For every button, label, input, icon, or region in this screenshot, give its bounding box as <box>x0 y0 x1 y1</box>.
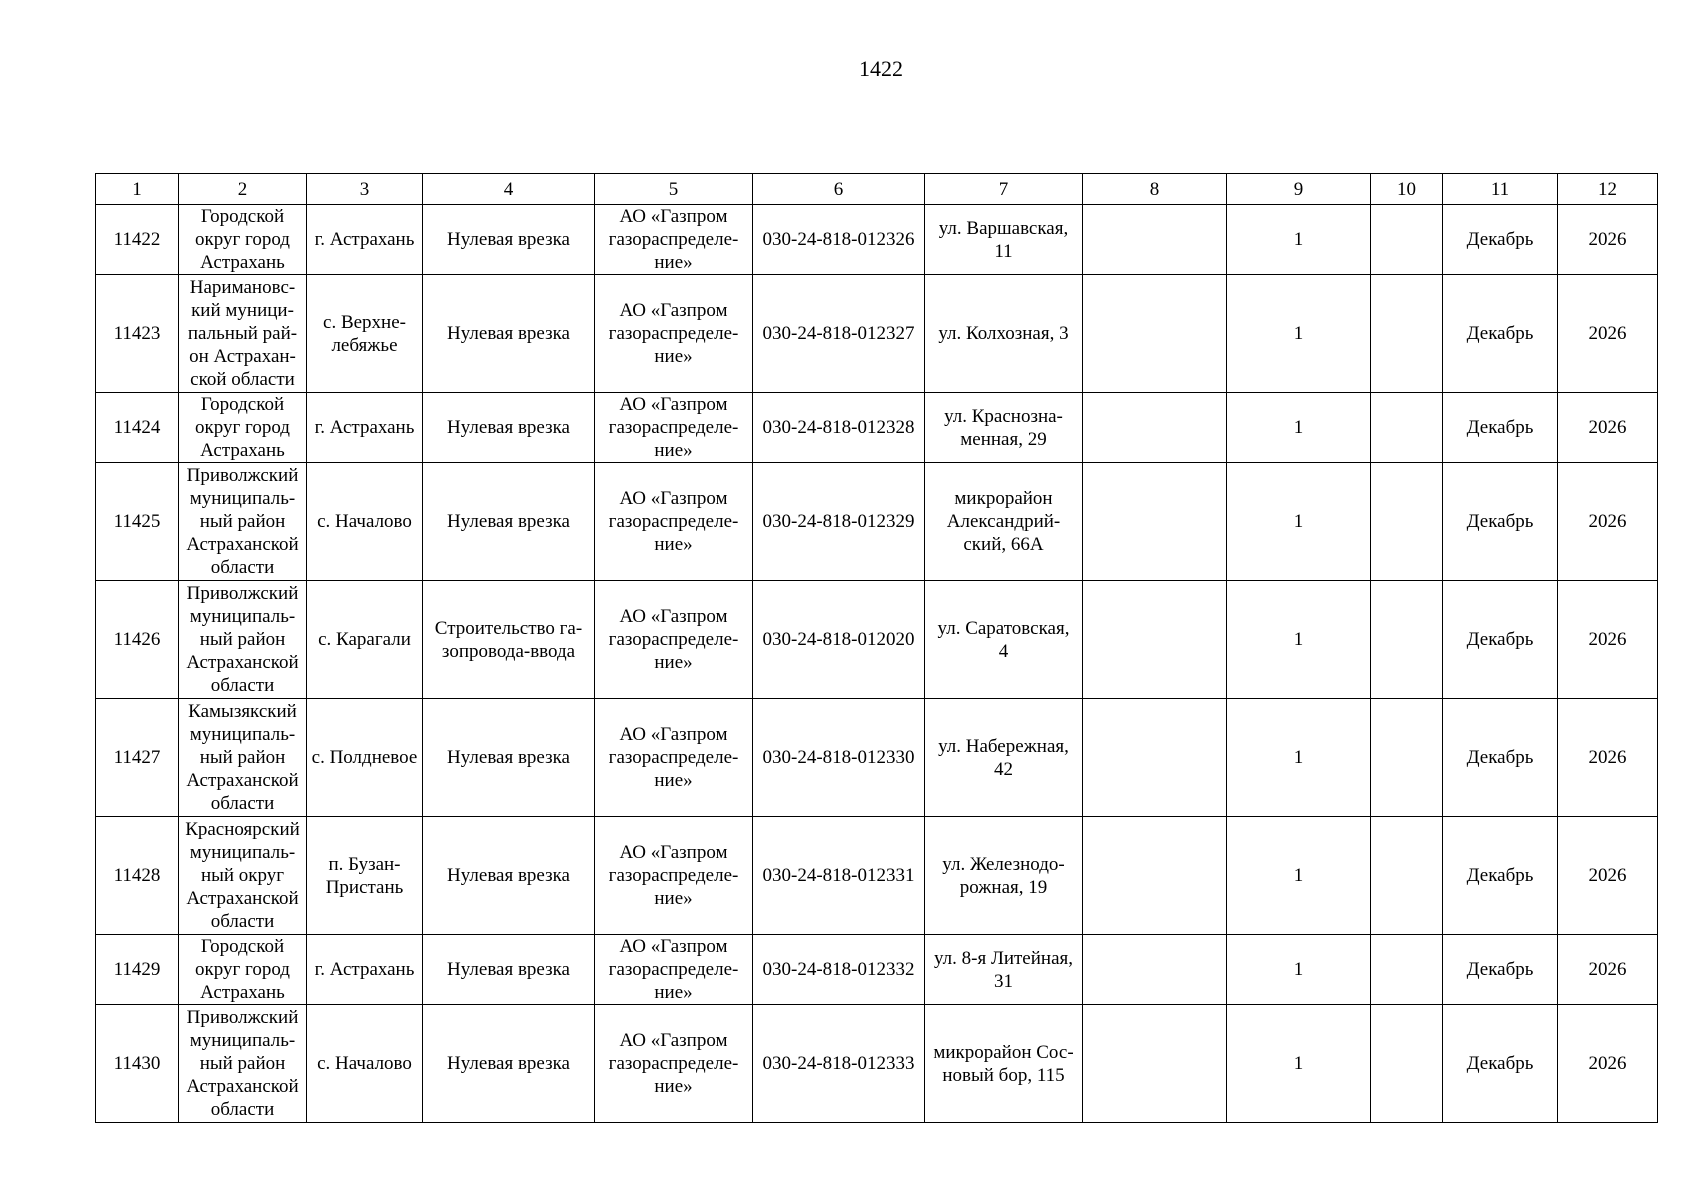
cell-district-line: округ город <box>195 229 290 250</box>
cell-organization-line: АО «Газпром <box>619 724 728 745</box>
column-header-2: 2 <box>179 174 307 205</box>
cell-work-type-line: Нулевая врезка <box>447 323 570 344</box>
column-header-6: 6 <box>753 174 925 205</box>
cell-work-type <box>423 1005 595 1123</box>
cell-locality-line: г. Астрахань <box>314 229 415 250</box>
cell-col8 <box>1083 1005 1227 1123</box>
cell-address-line: ул. Саратовская, <box>937 617 1070 639</box>
cell-work-type-line: Строительство га- <box>434 617 583 639</box>
cell-organization-line: АО «Газпром <box>619 1030 728 1051</box>
table-row <box>96 393 1658 463</box>
cell-district-line: округ город <box>195 959 290 980</box>
cell-col10 <box>1371 817 1443 935</box>
cell-object-code: 030-24-818-012329 <box>753 463 925 581</box>
cell-quantity: 1 <box>1227 581 1371 699</box>
cell-organization-line: АО «Газпром <box>619 300 728 321</box>
cell-work-type <box>423 463 595 581</box>
cell-locality <box>307 699 423 817</box>
cell-locality-line: с. Верхне- <box>323 311 406 333</box>
cell-organization-line: газораспределе- <box>608 747 739 768</box>
cell-col8 <box>1083 935 1227 1005</box>
cell-district-line: ный округ <box>200 865 285 886</box>
cell-address-line: Александрий- <box>946 511 1061 532</box>
cell-district <box>179 275 307 393</box>
cell-district <box>179 1005 307 1123</box>
cell-year: 2026 <box>1558 463 1658 581</box>
cell-col8 <box>1083 275 1227 393</box>
table-row <box>96 205 1658 275</box>
cell-organization <box>595 581 753 699</box>
cell-address-line: ул. Колхозная, 3 <box>938 323 1069 344</box>
cell-district-line: муниципаль- <box>189 488 296 509</box>
cell-number: 11422 <box>96 205 179 275</box>
cell-organization-line: АО «Газпром <box>619 842 728 863</box>
cell-district-line: Астраханской <box>186 1076 299 1097</box>
cell-organization-line: газораспределе- <box>608 323 739 344</box>
cell-district-line: области <box>210 1099 275 1120</box>
cell-district-line: пальный рай- <box>187 323 298 344</box>
cell-organization-line: газораспределе- <box>608 629 739 650</box>
column-header-10: 10 <box>1371 174 1443 205</box>
cell-quantity: 1 <box>1227 463 1371 581</box>
cell-month: Декабрь <box>1443 393 1558 463</box>
cell-district-line: округ город <box>195 417 290 438</box>
cell-work-type <box>423 205 595 275</box>
cell-organization-line: АО «Газпром <box>619 488 728 509</box>
cell-object-code: 030-24-818-012330 <box>753 699 925 817</box>
cell-locality-line: с. Началово <box>317 511 412 532</box>
cell-district <box>179 205 307 275</box>
cell-locality <box>307 393 423 463</box>
cell-year: 2026 <box>1558 817 1658 935</box>
cell-locality-line: Пристань <box>325 876 404 898</box>
header-row <box>96 174 1658 205</box>
cell-organization-line: АО «Газпром <box>619 936 728 957</box>
cell-locality-line: г. Астрахань <box>314 417 415 438</box>
cell-organization-line: газораспределе- <box>608 959 739 980</box>
cell-address-line: ский, 66А <box>963 534 1044 555</box>
table-row <box>96 463 1658 581</box>
cell-work-type <box>423 275 595 393</box>
cell-address <box>925 699 1083 817</box>
column-header-12: 12 <box>1558 174 1658 205</box>
cell-address-line: менная, 29 <box>960 428 1047 450</box>
cell-col8 <box>1083 205 1227 275</box>
cell-work-type <box>423 699 595 817</box>
column-header-5: 5 <box>595 174 753 205</box>
cell-locality <box>307 935 423 1005</box>
cell-organization-line: газораспределе- <box>608 229 739 250</box>
cell-district-line: Камызякский <box>188 701 297 722</box>
cell-locality-line: с. Началово <box>317 1053 412 1074</box>
cell-address-line: ул. Набережная, <box>938 735 1069 757</box>
cell-locality <box>307 581 423 699</box>
cell-address-line: 42 <box>994 758 1013 780</box>
cell-year: 2026 <box>1558 1005 1658 1123</box>
cell-col8 <box>1083 581 1227 699</box>
cell-locality <box>307 205 423 275</box>
table-row <box>96 699 1658 817</box>
cell-month: Декабрь <box>1443 463 1558 581</box>
cell-district-line: Красноярский <box>185 819 300 840</box>
cell-work-type <box>423 817 595 935</box>
cell-district-line: ный район <box>199 511 286 532</box>
column-header-9: 9 <box>1227 174 1371 205</box>
cell-district-line: Приволжский <box>186 583 299 604</box>
cell-organization-line: АО «Газпром <box>619 394 728 415</box>
cell-address-line: микрорайон <box>954 488 1053 509</box>
cell-district-line: Городской <box>200 936 285 957</box>
cell-district-line: муниципаль- <box>189 1030 296 1051</box>
cell-district <box>179 817 307 935</box>
cell-organization <box>595 817 753 935</box>
cell-address-line: рожная, 19 <box>959 876 1048 898</box>
cell-month: Декабрь <box>1443 275 1558 393</box>
cell-organization <box>595 699 753 817</box>
cell-district-line: ный район <box>199 747 286 768</box>
cell-address-line: 11 <box>994 240 1013 262</box>
cell-number: 11427 <box>96 699 179 817</box>
cell-organization-line: ние» <box>654 982 693 1003</box>
cell-address <box>925 463 1083 581</box>
table-row <box>96 935 1658 1005</box>
cell-locality <box>307 1005 423 1123</box>
cell-locality-line: п. Бузан- <box>328 853 401 875</box>
registry-table <box>95 173 1658 1123</box>
cell-year: 2026 <box>1558 699 1658 817</box>
column-header-11: 11 <box>1443 174 1558 205</box>
cell-work-type-line: Нулевая врезка <box>447 1053 570 1074</box>
cell-district-line: Астраханской <box>186 534 299 555</box>
table-row <box>96 817 1658 935</box>
cell-quantity: 1 <box>1227 699 1371 817</box>
cell-locality <box>307 275 423 393</box>
cell-col8 <box>1083 699 1227 817</box>
cell-district <box>179 393 307 463</box>
table-row <box>96 581 1658 699</box>
cell-work-type <box>423 581 595 699</box>
cell-month: Декабрь <box>1443 935 1558 1005</box>
cell-address-line: ул. Краснозна- <box>944 405 1063 427</box>
cell-district-line: муниципаль- <box>189 842 296 863</box>
cell-work-type-line: Нулевая врезка <box>447 959 570 980</box>
cell-address-line: микрорайон Сос- <box>933 1041 1074 1063</box>
cell-address-line: ул. 8-я Литейная, <box>933 947 1073 969</box>
cell-col10 <box>1371 275 1443 393</box>
cell-organization-line: ние» <box>654 652 693 673</box>
cell-month: Декабрь <box>1443 581 1558 699</box>
cell-organization <box>595 1005 753 1123</box>
cell-organization-line: ние» <box>654 888 693 909</box>
cell-district-line: кий муници- <box>191 300 294 321</box>
cell-address <box>925 393 1083 463</box>
cell-year: 2026 <box>1558 581 1658 699</box>
cell-district-line: области <box>210 793 275 814</box>
column-header-7: 7 <box>925 174 1083 205</box>
cell-locality <box>307 817 423 935</box>
cell-month: Декабрь <box>1443 699 1558 817</box>
cell-organization <box>595 275 753 393</box>
cell-work-type-line: зопровода-ввода <box>441 640 576 662</box>
cell-district-line: Наримановс- <box>189 277 296 298</box>
cell-col8 <box>1083 817 1227 935</box>
cell-district-line: Городской <box>200 394 285 415</box>
cell-organization-line: АО «Газпром <box>619 606 728 627</box>
cell-object-code: 030-24-818-012332 <box>753 935 925 1005</box>
cell-work-type-line: Нулевая врезка <box>447 747 570 768</box>
cell-district-line: Астраханской <box>186 888 299 909</box>
cell-address <box>925 1005 1083 1123</box>
cell-organization-line: ние» <box>654 440 693 461</box>
cell-col8 <box>1083 393 1227 463</box>
cell-organization-line: газораспределе- <box>608 511 739 532</box>
cell-col10 <box>1371 205 1443 275</box>
column-header-4: 4 <box>423 174 595 205</box>
cell-district-line: Астрахань <box>200 982 285 1003</box>
cell-district-line: Астраханской <box>186 770 299 791</box>
column-header-1: 1 <box>96 174 179 205</box>
cell-district-line: ный район <box>199 629 286 650</box>
cell-year: 2026 <box>1558 935 1658 1005</box>
cell-year: 2026 <box>1558 393 1658 463</box>
table-row <box>96 275 1658 393</box>
cell-month: Декабрь <box>1443 205 1558 275</box>
column-header-8: 8 <box>1083 174 1227 205</box>
cell-organization-line: ние» <box>654 346 693 367</box>
cell-address <box>925 205 1083 275</box>
cell-organization <box>595 463 753 581</box>
cell-locality-line: с. Карагали <box>318 629 411 650</box>
cell-district <box>179 463 307 581</box>
cell-object-code: 030-24-818-012333 <box>753 1005 925 1123</box>
cell-organization-line: ние» <box>654 252 693 273</box>
cell-col10 <box>1371 581 1443 699</box>
cell-col10 <box>1371 699 1443 817</box>
cell-col10 <box>1371 935 1443 1005</box>
table-header <box>96 174 1658 205</box>
cell-district-line: Городской <box>200 206 285 227</box>
cell-address <box>925 817 1083 935</box>
table-body <box>96 205 1658 1123</box>
cell-address-line: 31 <box>994 970 1013 992</box>
cell-district <box>179 581 307 699</box>
cell-col8 <box>1083 463 1227 581</box>
cell-number: 11425 <box>96 463 179 581</box>
cell-organization <box>595 393 753 463</box>
cell-address <box>925 275 1083 393</box>
cell-district-line: области <box>210 911 275 932</box>
cell-organization-line: газораспределе- <box>608 1053 739 1074</box>
cell-address-line: ул. Железнодо- <box>942 853 1065 875</box>
cell-district-line: ской области <box>190 369 295 390</box>
cell-quantity: 1 <box>1227 935 1371 1005</box>
cell-quantity: 1 <box>1227 393 1371 463</box>
cell-district-line: муниципаль- <box>189 724 296 745</box>
cell-object-code: 030-24-818-012331 <box>753 817 925 935</box>
cell-number: 11426 <box>96 581 179 699</box>
cell-organization-line: ние» <box>654 770 693 791</box>
cell-organization-line: ние» <box>654 1076 693 1097</box>
cell-district-line: области <box>210 675 275 696</box>
column-header-3: 3 <box>307 174 423 205</box>
cell-address <box>925 935 1083 1005</box>
cell-district <box>179 699 307 817</box>
cell-col10 <box>1371 1005 1443 1123</box>
cell-locality-line: с. Полдневое <box>311 747 418 768</box>
cell-district-line: Приволжский <box>186 1007 299 1028</box>
cell-district <box>179 935 307 1005</box>
cell-locality-line: г. Астрахань <box>314 959 415 980</box>
cell-quantity: 1 <box>1227 205 1371 275</box>
cell-district-line: Астрахань <box>200 252 285 273</box>
cell-district-line: Приволжский <box>186 465 299 486</box>
cell-district-line: он Астрахан- <box>189 346 296 367</box>
cell-year: 2026 <box>1558 275 1658 393</box>
cell-organization-line: ние» <box>654 534 693 555</box>
cell-address-line: ул. Варшавская, <box>938 217 1069 239</box>
cell-organization-line: АО «Газпром <box>619 206 728 227</box>
cell-district-line: Астраханской <box>186 652 299 673</box>
cell-address-line: 4 <box>998 640 1009 662</box>
cell-locality-line: лебяжье <box>331 334 398 356</box>
cell-work-type <box>423 393 595 463</box>
cell-district-line: муниципаль- <box>189 606 296 627</box>
cell-work-type-line: Нулевая врезка <box>447 511 570 532</box>
cell-work-type-line: Нулевая врезка <box>447 229 570 250</box>
cell-object-code: 030-24-818-012328 <box>753 393 925 463</box>
cell-district-line: Астрахань <box>200 440 285 461</box>
cell-object-code: 030-24-818-012020 <box>753 581 925 699</box>
cell-work-type <box>423 935 595 1005</box>
cell-district-line: ный район <box>199 1053 286 1074</box>
cell-organization-line: газораспределе- <box>608 417 739 438</box>
cell-district-line: области <box>210 557 275 578</box>
page-number: 1422 <box>859 56 903 81</box>
cell-work-type-line: Нулевая врезка <box>447 417 570 438</box>
cell-col10 <box>1371 463 1443 581</box>
cell-year: 2026 <box>1558 205 1658 275</box>
cell-number: 11429 <box>96 935 179 1005</box>
cell-work-type-line: Нулевая врезка <box>447 865 570 886</box>
cell-organization <box>595 205 753 275</box>
cell-month: Декабрь <box>1443 1005 1558 1123</box>
cell-quantity: 1 <box>1227 1005 1371 1123</box>
cell-number: 11424 <box>96 393 179 463</box>
cell-object-code: 030-24-818-012326 <box>753 205 925 275</box>
table-row <box>96 1005 1658 1123</box>
cell-number: 11430 <box>96 1005 179 1123</box>
cell-address <box>925 581 1083 699</box>
cell-object-code: 030-24-818-012327 <box>753 275 925 393</box>
cell-organization-line: газораспределе- <box>608 865 739 886</box>
cell-number: 11428 <box>96 817 179 935</box>
cell-month: Декабрь <box>1443 817 1558 935</box>
cell-quantity: 1 <box>1227 275 1371 393</box>
cell-number: 11423 <box>96 275 179 393</box>
cell-quantity: 1 <box>1227 817 1371 935</box>
cell-col10 <box>1371 393 1443 463</box>
cell-address-line: новый бор, 115 <box>942 1064 1065 1086</box>
cell-locality <box>307 463 423 581</box>
cell-organization <box>595 935 753 1005</box>
